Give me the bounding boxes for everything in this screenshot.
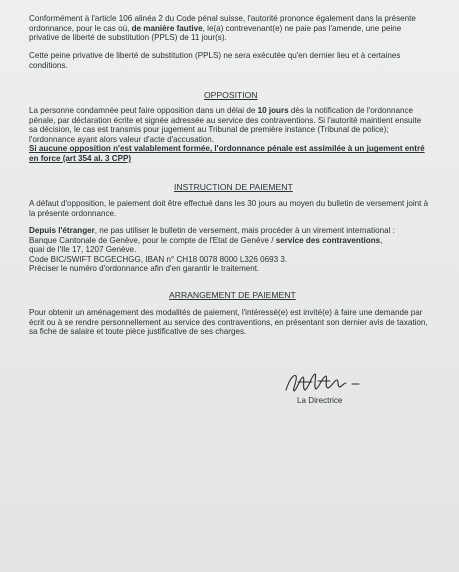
payment-p2-line-2c: , (380, 235, 383, 245)
payment-paragraph-1 (29, 199, 433, 218)
intro-line-2 (29, 24, 433, 34)
payment-p1-line-1: A défaut d'opposition, le paiement doit être effectué dans les 30 jours au moyen du bulletin de versement joint à (29, 199, 429, 208)
opposition-line-3: sa décision, le cas est transmis pour jugement au Tribunal de première instance (Tribunal de police); (29, 125, 389, 135)
arrangement-line-3: sa fiche de salaire et toute pièce justificative de ses charges. (29, 327, 247, 337)
payment-p2-line-1 (29, 226, 433, 236)
payment-p2-line-2a: Banque Cantonale de Genève, pour le compte de l'Etat de Genève / (29, 235, 276, 245)
payment-p2-line-1b: , ne pas utiliser le bulletin de versement, mais procéder à un virement international : (94, 226, 395, 235)
opposition-line-1 (29, 106, 433, 116)
opposition-line-5 (29, 144, 433, 154)
ppls-line-2: conditions. (29, 60, 68, 70)
payment-p2-line-5: Préciser le numéro d'ordonnance afin d'en garantir le traitement. (29, 264, 260, 274)
ppls-line-1: Cette peine privative de liberté de substitution (PPLS) ne sera exécutée qu'en dernier lieu et à certaines (29, 51, 401, 60)
ppls-paragraph (29, 51, 433, 70)
payment-abroad-label: Depuis l'étranger (29, 226, 95, 235)
payment-heading: INSTRUCTION DE PAIEMENT (174, 182, 293, 192)
arrangement-line-2: écrit ou à se rendre personnellement au service des contraventions, en présentant son dernier avis de taxation, (29, 317, 428, 327)
arrangement-paragraph (29, 308, 433, 337)
payment-p2-line-2 (29, 236, 433, 246)
payment-p2-line-3: quai de l'Ile 17, 1207 Genève. (29, 245, 137, 255)
opposition-line-4: l'ordonnance ayant alors valeur d'acte d'accusation. (29, 134, 215, 144)
opposition-heading: OPPOSITION (204, 90, 258, 100)
arrangement-line-1: Pour obtenir un aménagement des modalités de paiement, l'intéressé(e) est invité(e) à faire une demande par (29, 308, 423, 317)
opposition-paragraph (29, 106, 433, 164)
intro-line-2a: ordonnance, pour le cas où, (29, 23, 132, 33)
payment-paragraph-2 (29, 226, 433, 274)
intro-line-3: privative de liberté de substitution (PPLS) de 11 jour(s). (29, 33, 227, 43)
intro-line-2c: , le(a) contrevenant(e) ne paie pas l'amende, une peine (202, 23, 402, 33)
intro-emphasis: de manière fautive (131, 23, 203, 33)
handwritten-signature (282, 368, 378, 396)
opposition-line-6 (29, 154, 433, 164)
payment-p1-line-2: la présente ordonnance. (29, 208, 117, 218)
intro-line-1: Conformément à l'article 106 alinéa 2 du Code pénal suisse, l'autorité prononce également dans la présente (29, 14, 416, 23)
opposition-line-1a: La personne condamnée peut faire opposition dans un délai de (29, 106, 258, 115)
payment-p2-line-4: Code BIC/SWIFT BCGECHGG, IBAN n° CH18 0078 8000 L326 0693 3. (29, 254, 288, 264)
opposition-line-5-bold: Si aucune opposition n'est valablement formée, l'ordonnance pénale est assimilée à un jugement entré (29, 144, 425, 154)
opposition-line-2: pénale, par déclaration écrite et signée adressée au service des contraventions. Si l'autorité maintient ensuite (29, 115, 422, 125)
opposition-delay: 10 jours (257, 106, 289, 115)
payment-service-name: service des contraventions (275, 235, 381, 245)
opposition-line-6-bold: en force (art 354 al. 3 CPP) (29, 153, 132, 163)
intro-paragraph (29, 14, 433, 43)
arrangement-heading: ARRANGEMENT DE PAIEMENT (169, 290, 296, 300)
signatory-title: La Directrice (297, 396, 343, 405)
opposition-line-1c: dès la notification de l'ordonnance (288, 106, 414, 115)
